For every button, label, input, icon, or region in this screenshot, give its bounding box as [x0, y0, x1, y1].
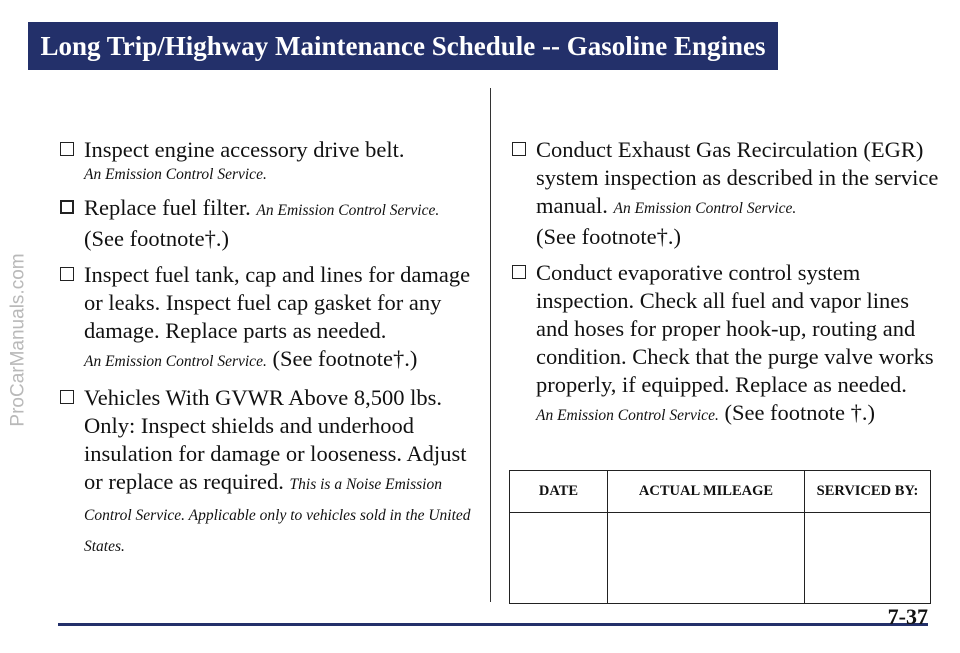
checkbox-icon[interactable]	[60, 390, 74, 404]
list-item	[58, 261, 478, 376]
checkbox-icon[interactable]	[60, 267, 74, 281]
item-note: An Emission Control Service.	[613, 200, 797, 217]
column-divider	[490, 88, 491, 602]
item-footnote: (See footnote†.)	[272, 346, 418, 371]
checkbox-icon[interactable]	[60, 142, 74, 156]
table-header-mileage: ACTUAL MILEAGE	[608, 471, 805, 513]
item-footnote: (See footnote †.)	[724, 400, 876, 425]
item-note: This is a Noise Emission Control Service. Applicable only to vehicles sold in the United States.	[84, 476, 471, 555]
table-header-date: DATE	[510, 471, 608, 513]
item-text: Replace fuel filter.	[84, 195, 251, 220]
service-record-table	[509, 470, 931, 604]
item-footnote: (See footnote†.)	[84, 226, 229, 251]
item-note: An Emission Control Service.	[84, 353, 267, 370]
item-text: Inspect fuel tank, cap and lines for damage or leaks. Inspect fuel cap gasket for any damage. Replace parts as needed.	[84, 262, 471, 343]
table-cell-mileage[interactable]	[608, 513, 805, 603]
page-title: Long Trip/Highway Maintenance Schedule -- Gasoline Engines	[28, 22, 778, 70]
item-text: Inspect engine accessory drive belt.	[84, 137, 405, 162]
watermark	[2, 60, 36, 620]
page-number: 7-37	[887, 604, 928, 629]
table-header-serviced-by: SERVICED BY:	[805, 471, 930, 513]
list-item	[58, 194, 478, 253]
right-column	[510, 136, 940, 438]
footer-rule	[58, 623, 928, 626]
checkbox-icon[interactable]	[60, 200, 74, 214]
table-cell-serviced-by[interactable]	[805, 513, 930, 603]
table-cell-date[interactable]	[510, 513, 608, 603]
item-text: Vehicles With GVWR Above 8,500 lbs. Only: Inspect shields and underhood insulation for damage or looseness. Adjust or replace as required.	[84, 385, 467, 494]
checkbox-icon[interactable]	[512, 265, 526, 279]
list-item	[58, 136, 478, 186]
list-item	[510, 259, 940, 430]
item-note: An Emission Control Service.	[256, 202, 440, 219]
item-note: An Emission Control Service.	[84, 166, 267, 183]
item-text: Conduct Exhaust Gas Recirculation (EGR) system inspection as described in the service manual.	[536, 137, 939, 218]
item-footnote: (See footnote†.)	[536, 224, 681, 249]
list-item	[58, 384, 478, 561]
watermark-text: ProCarManuals.com	[8, 253, 30, 427]
left-column	[58, 136, 478, 569]
list-item	[510, 136, 940, 251]
item-note: An Emission Control Service.	[536, 407, 719, 424]
checkbox-icon[interactable]	[512, 142, 526, 156]
item-text: Conduct evaporative control system inspection. Check all fuel and vapor lines and hoses for proper hook-up, routing and condition. Check that the purge valve works properly, if equipped. Replace as needed.	[536, 260, 934, 397]
